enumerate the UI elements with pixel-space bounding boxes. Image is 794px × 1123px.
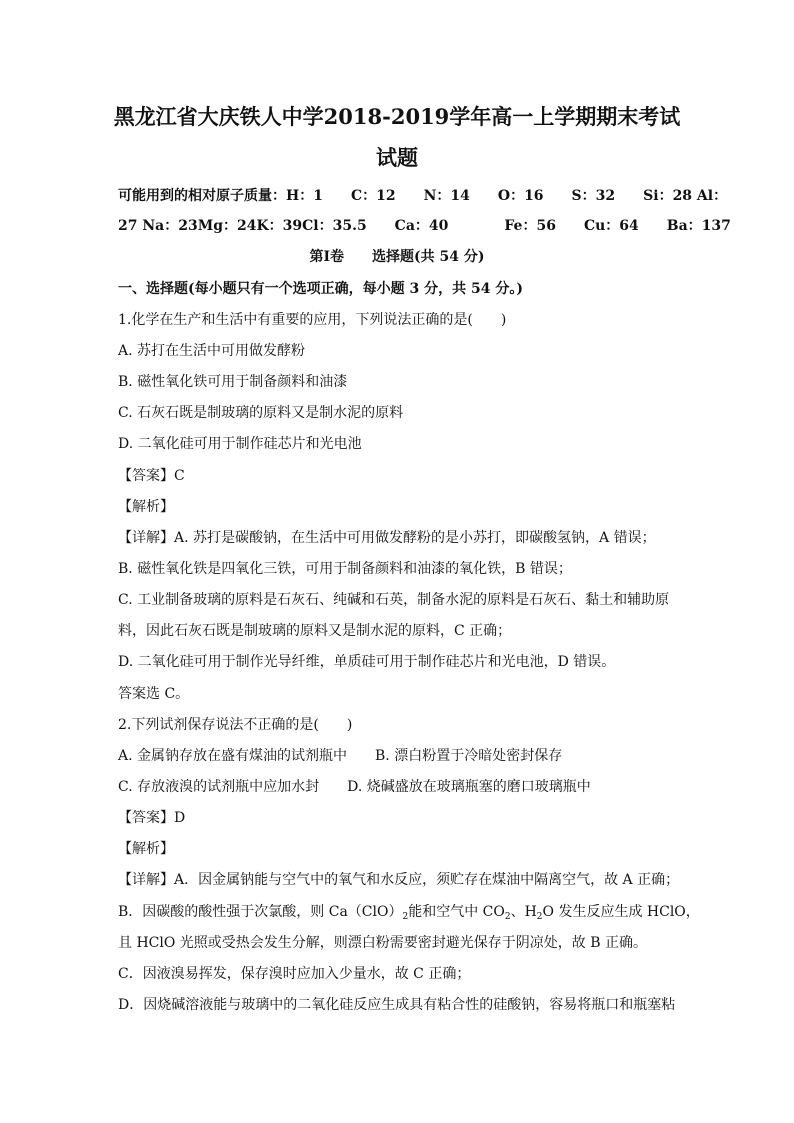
q2-detail-1: 【详解】A．因金属钠能与空气中的氧气和水反应，须贮存在煤油中隔离空气，故 A 正确； bbox=[118, 872, 680, 888]
q2-detail-2 bbox=[118, 902, 700, 927]
q2-detail-2-part-d: O 发生反应生成 HClO， bbox=[542, 904, 700, 920]
q2-detail-2-part-b: 能和空气中 CO bbox=[408, 904, 505, 920]
q1-option-d: D. 二氧化硅可用于制作硅芯片和光电池 bbox=[118, 436, 362, 452]
q2-options-cd: C. 存放液溴的试剂瓶中应加水封 D. 烧碱盛放在玻璃瓶塞的磨口玻璃瓶中 bbox=[118, 779, 591, 795]
q2-options-ab: A. 金属钠存放在盛有煤油的试剂瓶中 B. 漂白粉置于冷暗处密封保存 bbox=[118, 748, 563, 764]
q1-analysis-label: 【解析】 bbox=[118, 499, 174, 515]
q1-detail-3: C. 工业制备玻璃的原料是石灰石、纯碱和石英，制备水泥的原料是石灰石、黏土和辅助原 bbox=[118, 592, 670, 608]
q1-stem: 1.化学在生产和生活中有重要的应用，下列说法正确的是( ) bbox=[118, 312, 507, 328]
q1-option-c: C. 石灰石既是制玻璃的原料又是制水泥的原料 bbox=[118, 405, 404, 421]
atomic-mass-line1: 可能用到的相对原子质量：H：1 C：12 N：14 O：16 S：32 Si：28 Al： bbox=[118, 188, 728, 204]
q2-stem: 2.下列试剂保存说法不正确的是( ) bbox=[118, 717, 353, 733]
q1-conclusion: 答案选 C。 bbox=[118, 686, 190, 702]
q1-answer: 【答案】C bbox=[118, 468, 185, 484]
section-heading: 一、选择题(每小题只有一个选项正确，每小题 3 分，共 54 分。) bbox=[118, 281, 523, 297]
q2-detail-4: C．因液溴易挥发，保存溴时应加入少量水，故 C 正确； bbox=[118, 966, 471, 982]
atomic-mass-line2: 27 Na：23Mg：24K：39Cl：35.5 Ca：40 Fe：56 Cu：64 Ba：137 bbox=[118, 218, 731, 234]
doc-title-line2: 试题 bbox=[376, 145, 418, 170]
q2-analysis-label: 【解析】 bbox=[118, 841, 174, 857]
q1-option-a: A. 苏打在生活中可用做发酵粉 bbox=[118, 343, 306, 359]
q2-detail-3: 且 HClO 光照或受热会发生分解，则漂白粉需要密封避光保存于阴凉处，故 B 正确。 bbox=[118, 935, 647, 951]
q1-detail-2: B. 磁性氧化铁是四氧化三铁，可用于制备颜料和油漆的氧化铁，B 错误； bbox=[118, 561, 572, 577]
subscript: 2 bbox=[504, 912, 511, 922]
doc-title-line1: 黑龙江省大庆铁人中学2018-2019学年高一上学期期末考试 bbox=[113, 104, 681, 129]
q2-detail-2-part-a: B．因碳酸的酸性强于次氯酸，则 Ca（ClO） bbox=[118, 904, 403, 920]
q1-detail-4: 料，因此石灰石既是制玻璃的原料又是制水泥的原料，C 正确； bbox=[118, 623, 512, 639]
q1-detail-5: D. 二氧化硅可用于制作光导纤维，单质硅可用于制作硅芯片和光电池，D 错误。 bbox=[118, 654, 616, 670]
volume-heading: 第Ⅰ卷 选择题(共 54 分) bbox=[309, 249, 485, 265]
q1-detail-1: 【详解】A. 苏打是碳酸钠，在生活中可用做发酵粉的是小苏打，即碳酸氢钠，A 错误； bbox=[118, 530, 656, 546]
q2-detail-5: D．因烧碱溶液能与玻璃中的二氧化硅反应生成具有粘合性的硅酸钠，容易将瓶口和瓶塞粘 bbox=[118, 997, 676, 1013]
q1-option-b: B. 磁性氧化铁可用于制备颜料和油漆 bbox=[118, 374, 348, 390]
subscript: 2 bbox=[402, 912, 409, 922]
q2-answer: 【答案】D bbox=[118, 810, 186, 826]
q2-detail-2-part-c: 、H bbox=[510, 904, 537, 920]
subscript: 2 bbox=[536, 912, 543, 922]
